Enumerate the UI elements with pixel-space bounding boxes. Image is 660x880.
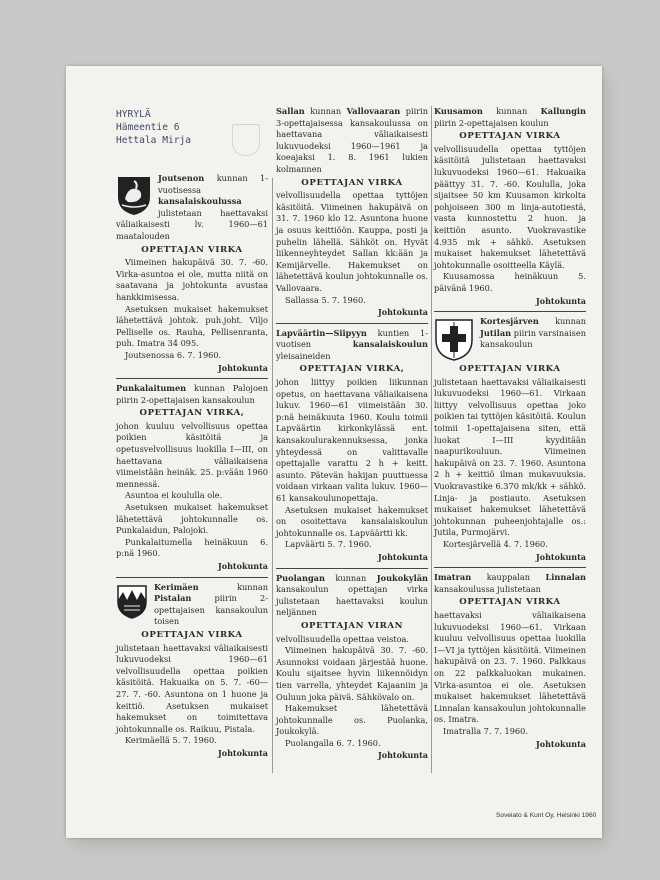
ad-lapvaartti-p3: Lapväärti 5. 7. 1960. xyxy=(285,539,372,550)
ad-puolanka-body: kansakoulun opettajan virka julistetaan haettavaksi koulun neljännen xyxy=(276,584,428,618)
ad-joutseno-body: julistetaan haettavaksi väliaikaisesti lv. 1960—61 maatalouden xyxy=(116,207,268,241)
divider xyxy=(116,577,268,578)
ad-kortesjarvi-sign: Johtokunta xyxy=(535,551,586,562)
ad-kortesjarvi-p2: Kortesjärvellä 4. 7. 1960. xyxy=(443,539,548,549)
ad-kerimaki-sign: Johtokunta xyxy=(217,747,268,758)
ad-kerimaki-piiri: Pistalan xyxy=(154,593,192,604)
ad-salla-body: piirin 3-opettajaisessa kansakoulussa on haettavana väliaikaisesti lukuvuodeksi 1960—1961 ja koeajaksi 1. 8. 1961 lukien kolmannen xyxy=(276,106,429,174)
ad-kerimaki-intro: kunnan xyxy=(237,581,268,592)
ad-lapvaartti-name: Lapväärtin—Siipyyn xyxy=(276,327,367,338)
ad-puolanka-p1: velvollisuudella opettaa veistoa. xyxy=(276,633,410,644)
ad-kortesjarvi-p1: julistetaan haettavaksi väliaikaisesti lukuvuodeksi 1960—61. Virkaan liittyy velvollisuus opettaa joko poikien tai tyttöjen käsitöitä. Koulun toimii 1-opettajaisena siten, että luokat I—III kyyditään naapurikouluun. Viimeinen hakupäivä on 23. 7. 1960. Asuntona 2 h + keittiö ilman mukavuuksia. Vuokravastike 6.370 mk/kk + sähkö. Linja- ja postiauto. Asetuksen mukaiset hakemukset lähetettävä johtokunnan puheenjohtajalle os.: Jutila, Purmojärvi. xyxy=(434,376,586,538)
ad-salla-intro: kunnan xyxy=(310,106,342,116)
ad-kuusamo-intro: kunnan xyxy=(496,106,528,116)
ad-imatra-intro: kauppalan xyxy=(486,572,530,583)
joutseno-crest-icon xyxy=(116,175,152,217)
ad-kerimaki-p1: julistetaan haettavaksi väliaikaisesti lukuvuodeksi 1960—61 velvollisuudella opettaa poikien käsitöitä. Hakuaika on 5. 7. -60— 27. 7. -60. Asuntona on 1 huone ja keittiö. Asetuksen mukaiset hakemukset on toimitettava johtokunnalle os. Raikuu, Pistala. xyxy=(116,642,268,734)
column-2 xyxy=(276,106,428,762)
ad-kortesjarvi-heading: OPETTAJAN VIRKA xyxy=(459,364,561,375)
column-3 xyxy=(434,106,586,750)
divider xyxy=(434,311,586,312)
ad-puolanka-sign: Johtokunta xyxy=(377,750,428,761)
ad-kortesjarvi xyxy=(434,316,586,563)
ad-punkalaidun-heading: OPETTAJAN VIRKA, xyxy=(139,408,245,419)
ad-kuusamo-p1: velvollisuudella opettaa tyttöjen käsitöitä julistetaan haettavaksi lukuvuodeksi 1960—61. Hakuaika päättyy 31. 7. -60. Koululla, joka sijaitsee 50 km Kuusamon kirkolta pohjoiseen 300 m linja-autotiestä, vasta kunnostettu 2 huon. ja keittiön asunto. Vuokravastike 4.935 mk + sähkö. Asetuksen mukaiset hakemukset lähetettävä johtokunnalle osoitteella Käylä. xyxy=(434,143,586,270)
ad-salla-heading: OPETTAJAN VIRKA xyxy=(301,177,403,188)
ad-puolanka-name: Puolangan xyxy=(276,572,325,583)
ad-kuusamo-p2: Kuusamossa heinäkuun 5. päivänä 1960. xyxy=(434,271,586,293)
ad-imatra-piiri: Linnalan xyxy=(545,572,586,583)
ad-puolanka-heading: OPETTAJAN VIRAN xyxy=(300,620,404,631)
ad-imatra-sign: Johtokunta xyxy=(535,738,586,749)
divider xyxy=(276,568,428,569)
ad-kerimaki-p2: Kerimäellä 5. 7. 1960. xyxy=(125,735,217,746)
ad-punkalaidun xyxy=(116,383,268,573)
stamp-line-2: Hämeentie 6 xyxy=(116,121,180,133)
newspaper-page xyxy=(66,66,602,838)
divider xyxy=(276,323,428,324)
ad-kuusamo-piiri: Kallungin xyxy=(540,106,586,116)
ad-punkalaidun-sign: Johtokunta xyxy=(217,561,268,571)
ad-lapvaartti-school: kansalaiskoulun xyxy=(352,339,428,350)
ad-kuusamo-heading: OPETTAJAN VIRKA xyxy=(459,131,561,142)
ad-lapvaartti-sign: Johtokunta xyxy=(377,551,428,562)
ad-salla-piiri: Vallovaaran xyxy=(346,106,401,116)
ad-lapvaartti-heading: OPETTAJAN VIRKA, xyxy=(299,364,405,375)
ad-imatra-p2: Imatralla 7. 7. 1960. xyxy=(443,725,528,736)
kortesjarvi-crest-icon xyxy=(434,318,474,362)
divider xyxy=(116,378,268,379)
ad-punkalaidun-p3: Asetuksen mukaiset hakemukset lähetettävä johtokunnalle os. Punkalaidun, Palojoki. xyxy=(116,502,268,536)
ad-joutseno xyxy=(116,173,268,374)
stamp-line-1: HYRYLÄ xyxy=(116,109,151,120)
ad-lapvaartti xyxy=(276,328,428,564)
ad-punkalaidun-name: Punkalaitumen xyxy=(116,383,187,394)
ad-lapvaartti-p1: johon liittyy poikien liikunnan opetus, on haettavana väliaikaisena lukuv. 1960—61 viimeistään 30. p:nä heinäkuuta 1960. Koulu toimii Lapväärtin kirkonkylässä ent. kansakoulurakennuksessa, jonka yhteydessä on valittavalle opettajalle varattu 2 h + keitt. asunto. Pätevän hakijan puuttuessa voidaan virkaan valita lukuv. 1960—61 kansakoulunopettaja. xyxy=(276,377,428,503)
stamp-line-3: Hettala Mirja xyxy=(116,134,192,146)
ad-punkalaidun-p2: Asuntoa ei koululla ole. xyxy=(125,490,223,501)
ad-kerimaki-heading: OPETTAJAN VIRKA xyxy=(141,629,243,640)
ad-salla-p2: Sallassa 5. 7. 1960. xyxy=(285,294,366,305)
ad-joutseno-p1: Viimeinen hakupäivä 30. 7. -60. Virka-asuntoa ei ole, mutta niitä on saatavana ja johtokunta avustaa hankkimisessa. xyxy=(116,257,268,302)
ad-joutseno-p2: Asetuksen mukaiset hakemukset lähetettävä johtok. puh.joht. Viljo Pelliselle os. Rauha, Pellisenranta, puh. Imatra 34 095. xyxy=(116,303,268,349)
ad-kuusamo-name: Kuusamon xyxy=(434,106,483,116)
ad-lapvaartti-intro: kuntien 1-vuotisen xyxy=(276,327,428,350)
ad-kortesjarvi-intro2: piirin varsinaisen kansakoulun xyxy=(480,327,586,350)
ad-kerimaki-name: Kerimäen xyxy=(154,581,199,592)
divider xyxy=(434,567,586,568)
printer-footer: Soveiato & Kunt Oy, Helsinki 1960 xyxy=(496,812,597,819)
ad-salla-name: Sallan xyxy=(276,106,305,116)
ad-lapvaartti-p2: Asetuksen mukaiset hakemukset on osoitettava kansalaiskoulun johtokunnalle os. Lapväärtti kk. xyxy=(276,504,428,538)
ad-kerimaki-intro2: piirin 2-opettajaisen kansakoulun toisen xyxy=(154,593,268,627)
ad-puolanka-p2: Viimeinen hakupäivä 30. 7. -60. Asunnoksi voidaan järjestää huone. Koulu sijaitsee hyvin liikennöidyn tien varrella, yhteydet Kajaaniin ja Ouluun joka päivä. Sähkövalo on. xyxy=(276,645,428,702)
ad-salla-sign: Johtokunta xyxy=(377,307,428,318)
ad-kuusamo xyxy=(434,106,586,307)
ad-joutseno-intro: kunnan 1-vuotisessa xyxy=(158,173,269,195)
ad-punkalaidun-p1: johon kuuluu velvollisuus opettaa poikien käsitöitä ja opetusvelvollisuus luokilla I—III, on haettavana väliaikaisena viimeistään heinäk. 25. p:vään 1960 mennessä. xyxy=(116,420,268,489)
ad-kortesjarvi-name: Kortesjärven xyxy=(480,316,539,327)
ad-punkalaidun-intro: kunnan Palojoen piirin 2-opettajaisen kansakoulun xyxy=(116,383,268,405)
column-divider xyxy=(431,106,432,773)
ad-joutseno-p3: Joutsenossa 6. 7. 1960. xyxy=(125,349,222,360)
ad-punkalaidun-p4: Punkalaitumella heinäkuun 6. p:nä 1960. xyxy=(116,536,268,559)
ad-salla-p1: velvollisuudella opettaa tyttöjen käsitöitä. Viimeinen hakupäivä on 31. 7. 1960 klo 12. Asuntona huone ja osuus keittiöön. Kauppa, posti ja puhelin lähellä. Sähköt on. Hyvät liikenneyhteydet Sallan kk:ään ja Kemijärvelle. Hakemukset on lähetettävä koulun johtokunnalle os. Vallovaara. xyxy=(276,190,428,293)
ad-imatra-p1: haettavaksi väliaikaisena lukuvuodeksi 1960—61. Virkaan kuuluu velvollisuus opettaa luokilla I—VI ja tyttöjen käsitöitä. Viimeinen hakupäivä on 23. 7. 1960. Palkkaus on 22 palkkaluokan mukainen. Virka-asuntoa ei ole. Asetuksen mukaiset hakemukset lähetettävä Linnalan kansakoulun johtokunnalle os. Imatra. xyxy=(434,609,586,725)
ad-kuusamo-sign: Johtokunta xyxy=(535,295,586,306)
ad-puolanka-intro: kunnan xyxy=(335,572,367,583)
ad-joutseno-sign: Johtokunta xyxy=(217,362,268,373)
ad-joutseno-school: kansalaiskoulussa xyxy=(158,196,242,207)
ad-kortesjarvi-intro: kunnan xyxy=(555,316,586,327)
ad-imatra-body: kansakoulussa julistetaan xyxy=(434,583,541,594)
ad-kuusamo-body: piirin 2-opettajaisen koulun xyxy=(434,117,549,128)
ad-puolanka-p4: Puolangalla 6. 7. 1960. xyxy=(285,737,381,748)
column-1 xyxy=(116,106,268,760)
column-divider xyxy=(272,178,273,773)
ad-salla xyxy=(276,106,428,319)
ad-imatra-heading: OPETTAJAN VIRKA xyxy=(459,597,561,608)
ad-imatra xyxy=(434,572,586,750)
ad-joutseno-name: Joutsenon xyxy=(158,173,205,183)
address-stamp xyxy=(116,106,268,173)
ad-lapvaartti-intro2: yleisaineiden xyxy=(276,350,331,361)
ad-puolanka-piiri: Joukokylän xyxy=(376,572,428,583)
ad-kortesjarvi-piiri: Jutilan xyxy=(480,327,512,338)
ad-puolanka-p3: Hakemukset lähetettävä johtokunnalle os. Puolanka, Joukokylä. xyxy=(276,703,428,737)
kerimaki-crest-icon xyxy=(116,584,148,620)
ad-joutseno-heading: OPETTAJAN VIRKA xyxy=(141,244,243,255)
ad-kerimaki xyxy=(116,582,268,760)
stamp-crest-icon xyxy=(232,124,260,156)
ad-puolanka xyxy=(276,573,428,763)
ad-imatra-name: Imatran xyxy=(434,572,472,583)
